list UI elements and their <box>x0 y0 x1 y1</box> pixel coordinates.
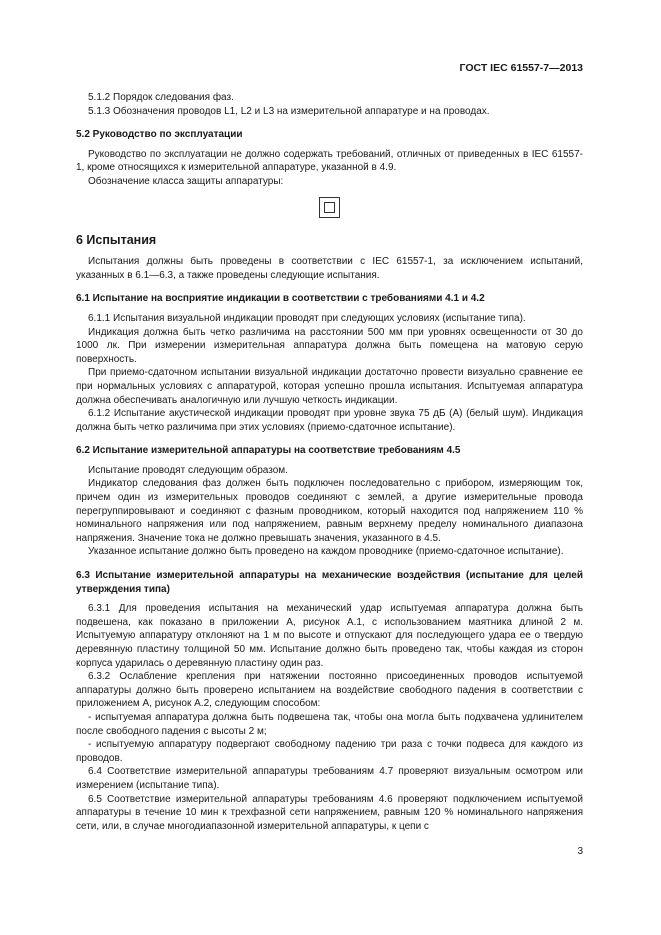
list-item-suspend: - испытуемая аппаратура должна быть подвешена так, чтобы она могла быть подхвачена удлинителем после свободного падения с высоты 2 м; <box>76 711 583 737</box>
double-square-icon <box>319 197 340 218</box>
section-heading-6-2: 6.2 Испытание измерительной аппаратуры на соответствие требованиям 4.5 <box>76 445 461 457</box>
clause-6-3-2: 6.3.2 Ослабление крепления при натяжении постоянно присоединенных проводов испытуемой аппаратуры должно быть проверено испытанием на воздействие свободного падения в соответствии с приложением А, рисунок А.2, следующим способом: <box>76 671 583 710</box>
clause-6-3-1: 6.3.1 Для проведения испытания на механический удар испытуемая аппаратура должна быть подвешена, как показано в приложении А, рисунок А.1, с использованием маятника длиной 2 м. Испытуемую аппаратуру отклоняют на 1 м по высоте и отпускают для последующего удара ее о твердую деревянную пластину толщиной 50 мм. Испытание должно быть проведено так, чтобы каждая из сторон корпуса ударилась о деревянную пластину один раз. <box>76 603 583 669</box>
paragraph-tests-intro: Испытания должны быть проведены в соответствии с IEC 61557-1, за исключением испытаний, указанных в 6.1—6.3, а также проведены следующие испытания. <box>76 256 583 281</box>
clause-6-1-2: 6.1.2 Испытание акустической индикации проводят при уровне звука 75 дБ (А) (белый шум). Индикация должна быть четко различима при этих условиях (приемо-сдаточное испытание). <box>76 408 583 433</box>
page-number: 3 <box>577 846 583 857</box>
document-header: ГОСТ IEC 61557-7—2013 <box>459 62 583 74</box>
clause-6-5: 6.5 Соответствие измерительной аппаратуры требованиям 4.6 проверяют подключением испытуемой аппаратуры в течение 10 мин к трехфазной сети напряжением, равным 120 % номинального напряжения сети, или, в случае многодиапазонной измерительной аппаратуры, к цепи с <box>76 793 583 832</box>
clause-5-1-3: 5.1.3 Обозначения проводов L1, L2 и L3 на измерительной аппаратуре и на проводах. <box>88 105 490 117</box>
list-item-drop: - испытуемую аппаратуру подвергают свободному падению три раза с точки подвеса для каждого из проводов. <box>76 739 583 764</box>
paragraph-indication-distance: Индикация должна быть четко различима на расстоянии 500 мм при уровнях освещенности от 30 до 1000 лк. При измерении измерительная аппаратура должна быть помещена на матовую серую поверхность. <box>76 326 583 365</box>
paragraph-each-conductor: Указанное испытание должно быть проведено на каждом проводнике (приемо-сдаточное испытание). <box>88 546 564 558</box>
paragraph-manual-requirements: Руководство по эксплуатации не должно содержать требований, отличных от приведенных в IEC 61557-1, кроме относящихся к измерительной аппаратуре, указанной в 4.9. <box>76 148 583 174</box>
document-body <box>76 91 583 833</box>
section-heading-5-2: 5.2 Руководство по эксплуатации <box>76 129 243 141</box>
paragraph-acceptance-visual: При приемо-сдаточном испытании визуальной индикации достаточно провести визуально сравнение ее при нормальных условиях с аппаратурой, которая успешно прошла испытания. Испытуемая аппаратура должна обеспечивать аналогичную или лучшую четкость индикации. <box>76 367 583 406</box>
section-heading-6-3: 6.3 Испытание измерительной аппаратуры на механические воздействия (испытание для целей утверждения типа) <box>76 570 583 595</box>
clause-6-4: 6.4 Соответствие измерительной аппаратуры требованиям 4.7 проверяют визуальным осмотром или измерением (испытание типа). <box>76 766 583 791</box>
section-heading-6-1: 6.1 Испытание на восприятие индикации в соответствии с требованиями 4.1 и 4.2 <box>76 293 485 305</box>
clause-6-1-1: 6.1.1 Испытания визуальной индикации проводят при следующих условиях (испытание типа). <box>88 312 526 324</box>
paragraph-test-procedure: Испытание проводят следующим образом. <box>88 464 288 476</box>
paragraph-protection-class: Обозначение класса защиты аппаратуры: <box>88 175 284 187</box>
section-heading-6: 6 Испытания <box>76 232 157 247</box>
paragraph-phase-indicator: Индикатор следования фаз должен быть подключен последовательно с прибором, измеряющим ток, причем один из измерительных проводов соединяют с землей, а другие измерительные провода перегруппировывают и соединяют с фазным проводником, который находится под напряжением 110 % номинального напряжения или под напряжением, равным верхнему пределу номинального диапазона напряжения. Значение тока не должно превышать значения, указанного в 4.5. <box>76 478 583 544</box>
clause-5-1-2: 5.1.2 Порядок следования фаз. <box>88 92 234 103</box>
